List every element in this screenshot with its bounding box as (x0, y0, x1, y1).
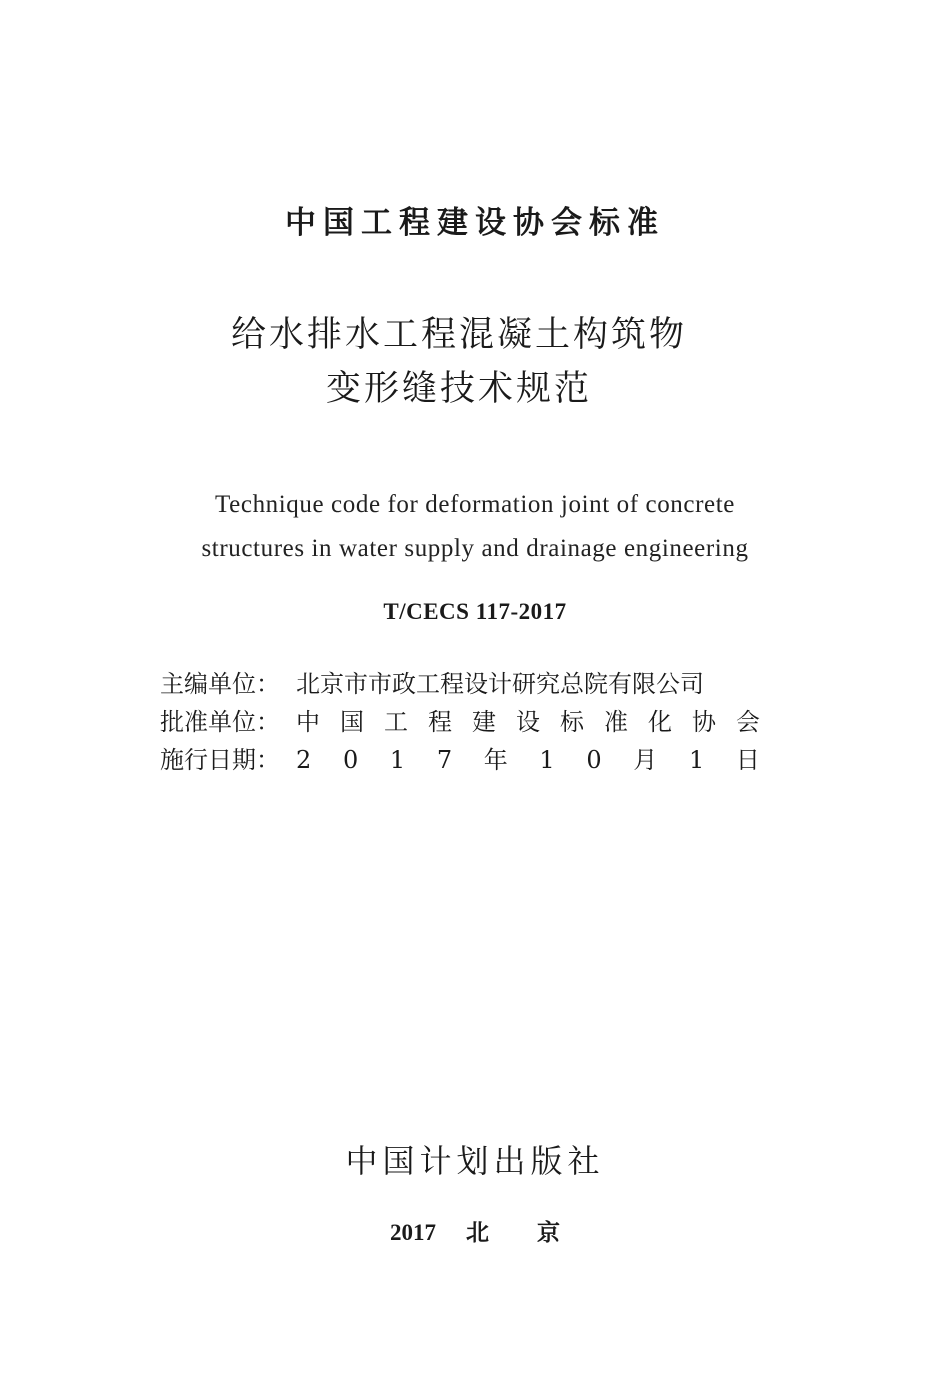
date-char: 年 (483, 746, 508, 774)
info-block (160, 665, 760, 779)
publication-line (0, 1216, 950, 1250)
approver-char: 中 (296, 708, 320, 736)
date-char: 月 (633, 746, 658, 774)
editor-value: 北京市市政工程设计研究总院有限公司 (296, 670, 704, 698)
date-char: 日 (735, 746, 760, 774)
chinese-title (0, 308, 918, 416)
approver-char: 准 (604, 708, 628, 736)
date-char: 1 (389, 746, 406, 774)
date-char: 7 (436, 746, 453, 774)
standard-code: T/CECS 117-2017 (383, 599, 567, 624)
publication-city: 北京 (466, 1220, 608, 1245)
approver-char: 建 (472, 708, 496, 736)
standard-organization: 中国工程建设协会标准 (285, 205, 665, 241)
chinese-title-line-2: 变形缝技术规范 (325, 369, 592, 409)
date-char: 1 (688, 746, 705, 774)
english-title-line-1: Technique code for deformation joint of concrete (215, 491, 735, 518)
date-char: 0 (342, 746, 359, 774)
approver-char: 协 (692, 708, 716, 736)
effective-date-label: 施行日期： (160, 746, 280, 774)
approver-char: 程 (428, 708, 452, 736)
effective-date-value (296, 741, 760, 779)
english-title (0, 483, 950, 571)
approver-char: 工 (384, 708, 408, 736)
approver-char: 标 (560, 708, 584, 736)
date-char: 0 (586, 746, 602, 774)
approver-row (160, 703, 760, 741)
editor-label: 主编单位： (160, 670, 280, 698)
editor-row (160, 665, 760, 703)
approver-char: 国 (340, 708, 364, 736)
chinese-title-line-1: 给水排水工程混凝土构筑物 (230, 315, 687, 355)
approver-char: 会 (736, 708, 760, 736)
publisher: 中国计划出版社 (345, 1142, 605, 1180)
date-char: 2 (296, 746, 312, 774)
approver-value (296, 703, 760, 741)
publication-year: 2017 (390, 1220, 436, 1245)
approver-char: 设 (516, 708, 540, 736)
approver-char: 化 (648, 708, 672, 736)
english-title-line-2: structures in water supply and drainage engineering (201, 535, 749, 562)
effective-date-row (160, 741, 760, 779)
approver-label: 批准单位： (160, 708, 280, 736)
date-char: 1 (539, 746, 555, 774)
